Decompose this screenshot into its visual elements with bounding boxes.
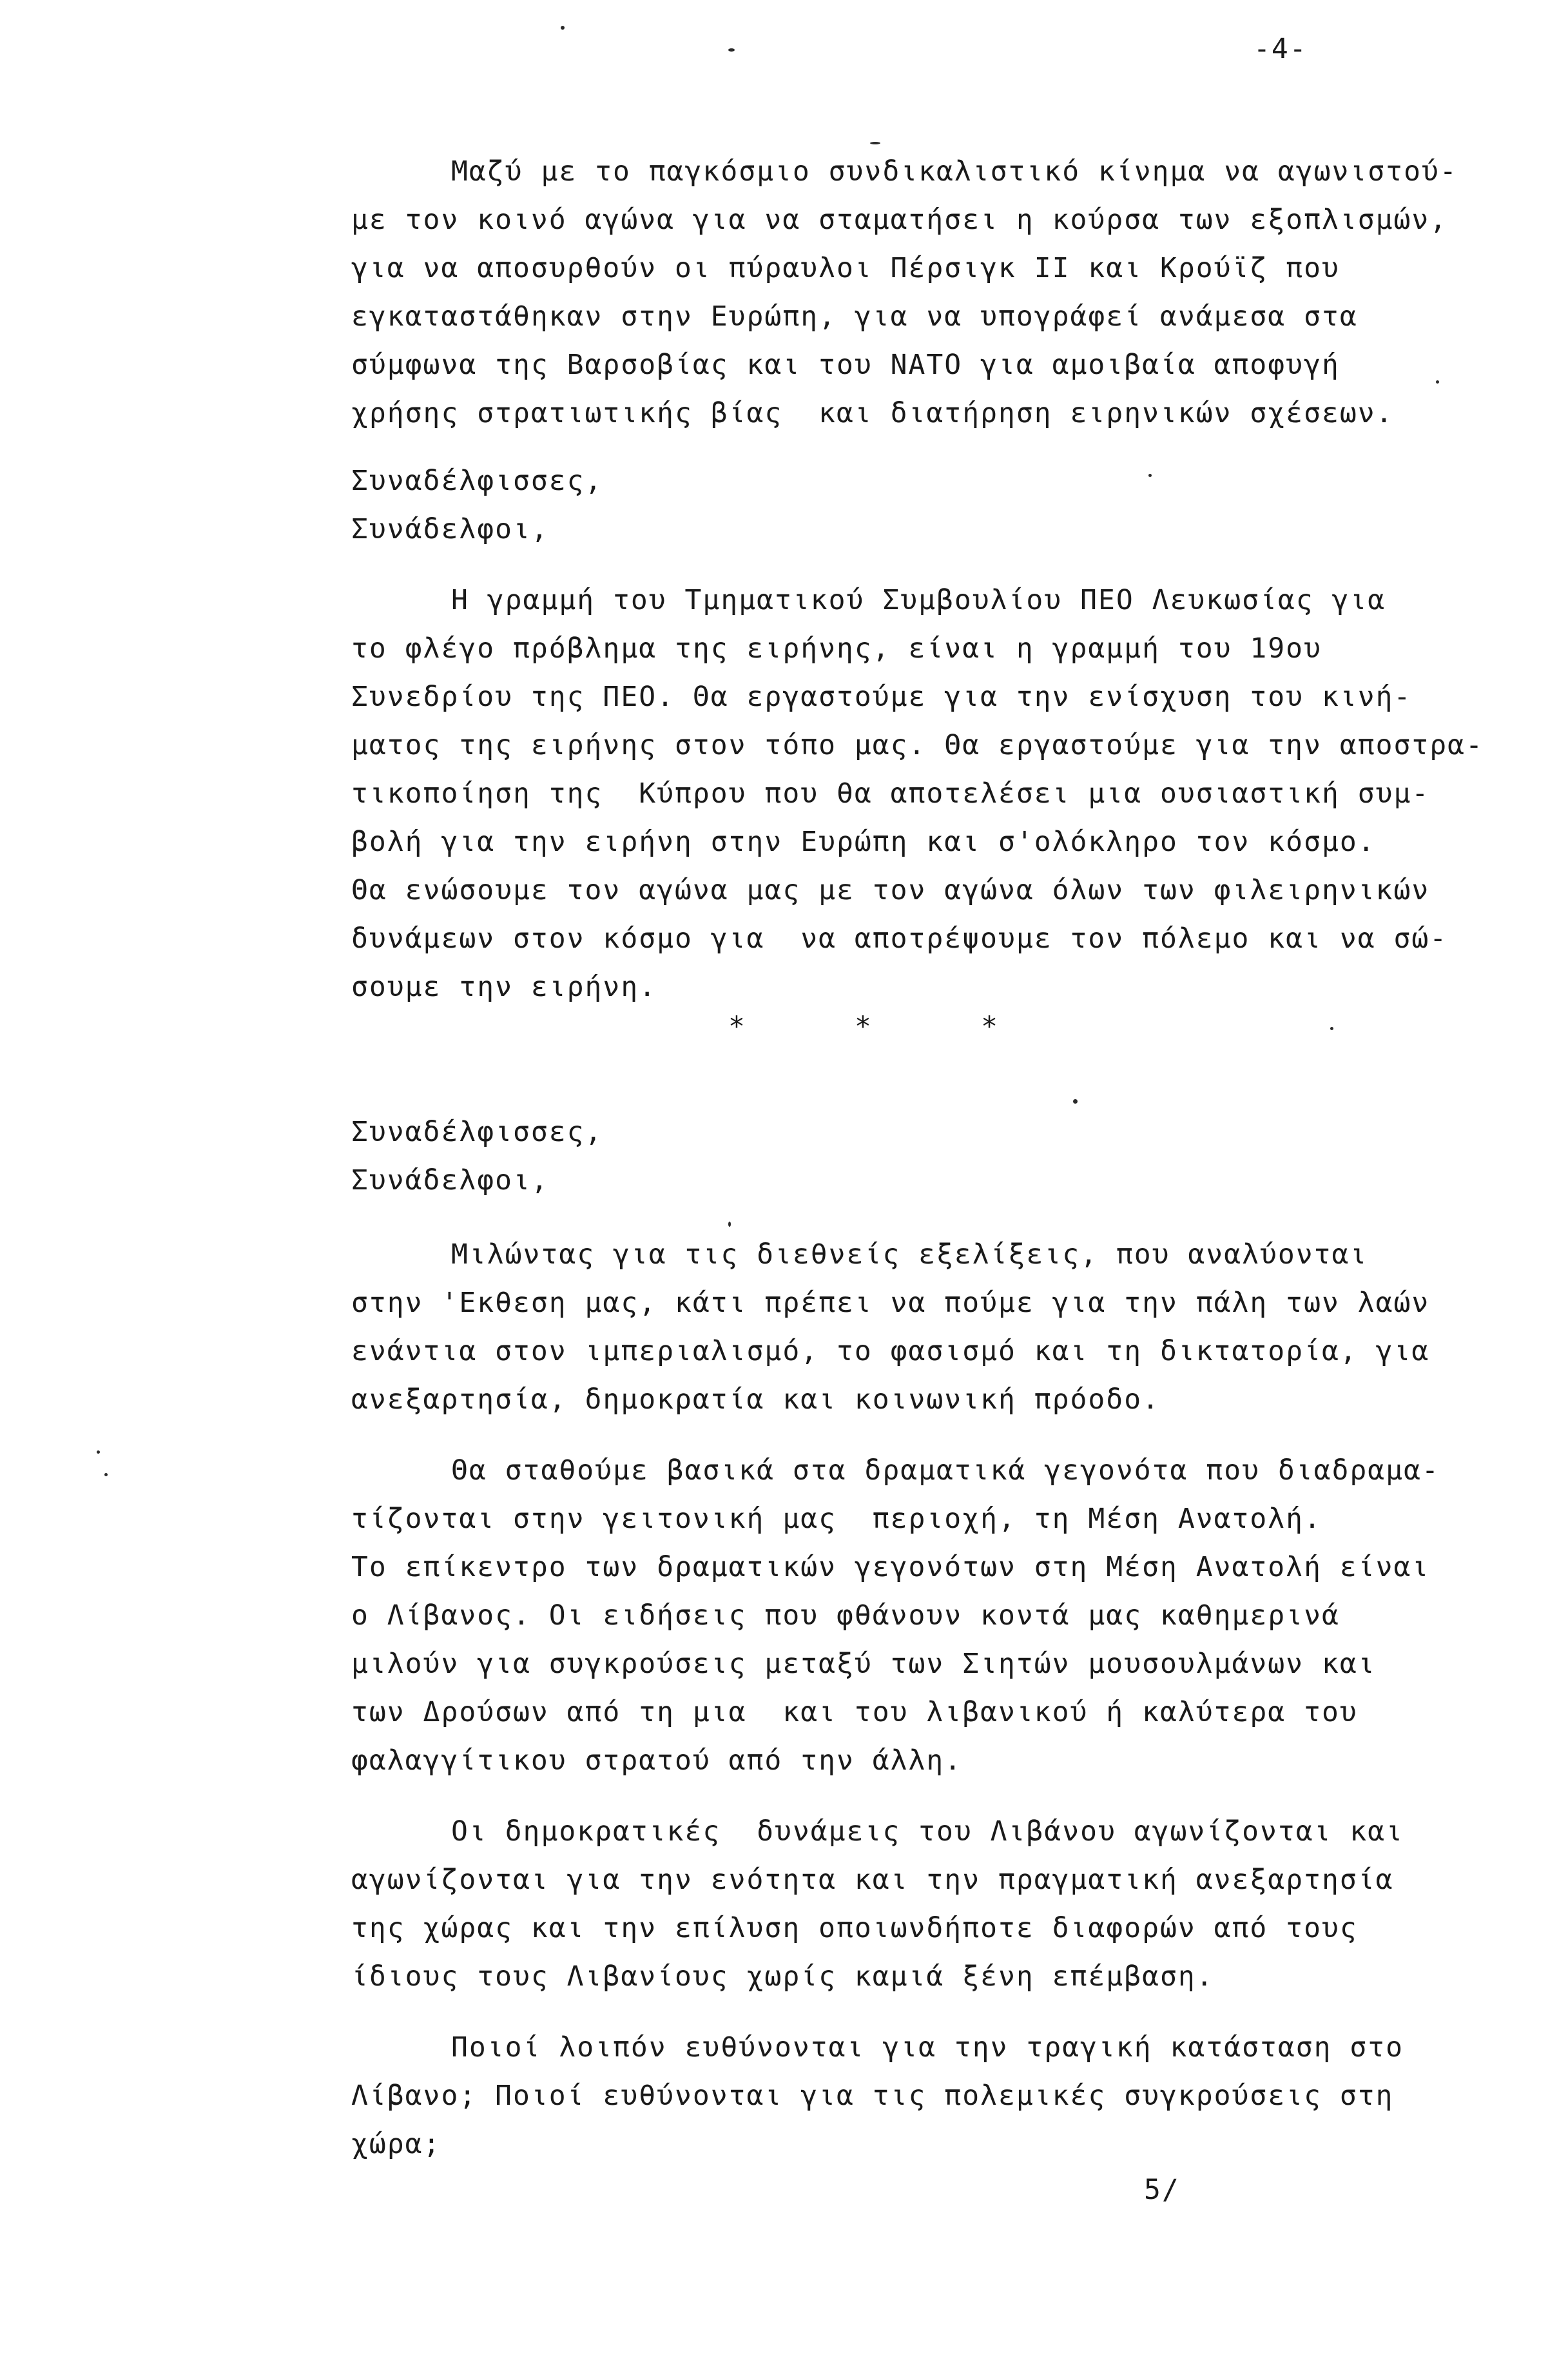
text-line: ανεξαρτησία, δημοκρατία και κοινωνική πρόοδο.: [351, 1383, 1160, 1416]
text-line: τίζονται στην γειτονική μας περιοχή, τη Μέση Ανατολή.: [351, 1503, 1322, 1535]
scan-speck: [728, 1222, 731, 1227]
separator-star: *: [728, 1011, 746, 1043]
scan-speck: [561, 26, 565, 30]
text-line: Μιλώντας για τις διεθνείς εξελίξεις, που αναλύονται: [451, 1238, 1368, 1271]
text-line: Ποιοί λοιπόν ευθύνονται για την τραγική κατάσταση στο: [451, 2031, 1404, 2064]
text-line: χώρα;: [351, 2128, 441, 2160]
text-line: Θα ενώσουμε τον αγώνα μας με τον αγώνα όλων των φιλειρηνικών: [351, 874, 1430, 906]
text-line: Μαζύ με το παγκόσμιο συνδικαλιστικό κίνημα να αγωνιστού-: [451, 155, 1458, 188]
text-line: φαλαγγίτικου στρατού από την άλλη.: [351, 1744, 963, 1777]
scan-speck: [1073, 1099, 1078, 1104]
text-line: για να αποσυρθούν οι πύραυλοι Πέρσιγκ ΙΙ και Κρούϊζ που: [351, 252, 1340, 284]
text-line: ενάντια στον ιμπεριαλισμό, το φασισμό και τη δικτατορία, για: [351, 1335, 1430, 1367]
text-line: σουμε την ειρήνη.: [351, 971, 657, 1003]
text-line: Οι δημοκρατικές δυνάμεις του Λιβάνου αγωνίζονται και: [451, 1815, 1404, 1848]
text-line: σύμφωνα της Βαρσοβίας και του ΝΑΤΟ για αμοιβαία αποφυγή: [351, 349, 1340, 381]
separator-star: *: [981, 1011, 999, 1043]
scan-speck: [1330, 1027, 1333, 1030]
text-line: εγκαταστάθηκαν στην Ευρώπη, για να υπογράφεί ανάμεσα στα: [351, 300, 1358, 333]
text-line: των Δρούσων από τη μια και του λιβανικού ή καλύτερα του: [351, 1696, 1358, 1728]
page-number: -4-: [1253, 33, 1308, 65]
text-line: με τον κοινό αγώνα για να σταματήσει η κούρσα των εξοπλισμών,: [351, 204, 1448, 236]
scan-speck: [728, 48, 735, 52]
salutation-line: Συναδέλφισσες,: [351, 465, 603, 497]
text-line: Η γραμμή του Τμηματικού Συμβουλίου ΠΕΟ Λευκωσίας για: [451, 584, 1386, 616]
text-line: το φλέγο πρόβλημα της ειρήνης, είναι η γραμμή του 19ου: [351, 632, 1322, 665]
continuation-marker: 5/: [1144, 2174, 1180, 2206]
text-line: Συνεδρίου της ΠΕΟ. Θα εργαστούμε για την ενίσχυση του κινή-: [351, 681, 1412, 713]
text-line: ο Λίβανος. Οι ειδήσεις που φθάνουν κοντά μας καθημερινά: [351, 1599, 1340, 1632]
scan-speck: [97, 1450, 100, 1454]
text-line: στην 'Εκθεση μας, κάτι πρέπει να πούμε για την πάλη των λαών: [351, 1287, 1430, 1319]
salutation-line: Συνάδελφοι,: [351, 1164, 549, 1196]
text-line: μιλούν για συγκρούσεις μεταξύ των Σιητών μουσουλμάνων και: [351, 1648, 1376, 1680]
text-line: βολή για την ειρήνη στην Ευρώπη και σ'ολόκληρο τον κόσμο.: [351, 826, 1376, 858]
text-line: Θα σταθούμε βασικά στα δραματικά γεγονότα που διαδραμα-: [451, 1454, 1440, 1487]
text-line: αγωνίζονται για την ενότητα και την πραγματική ανεξαρτησία: [351, 1864, 1394, 1896]
salutation-line: Συνάδελφοι,: [351, 513, 549, 545]
scan-speck: [1148, 474, 1152, 477]
text-line: ματος της ειρήνης στον τόπο μας. Θα εργαστούμε για την αποστρα-: [351, 729, 1484, 761]
scan-speck: [1436, 380, 1439, 384]
scan-speck: [870, 142, 880, 144]
section-separator: [728, 1013, 999, 1041]
separator-star: *: [855, 1011, 873, 1043]
text-line: χρήσης στρατιωτικής βίας και διατήρηση ειρηνικών σχέσεων.: [351, 397, 1394, 429]
text-line: της χώρας και την επίλυση οποιωνδήποτε διαφορών από τους: [351, 1912, 1358, 1944]
text-line: δυνάμεων στον κόσμο για να αποτρέψουμε τον πόλεμο και να σώ-: [351, 922, 1448, 955]
text-line: τικοποίηση της Κύπρου που θα αποτελέσει μια ουσιαστική συμ-: [351, 777, 1430, 810]
scan-speck: [104, 1473, 108, 1476]
text-line: ίδιους τους Λιβανίους χωρίς καμιά ξένη επέμβαση.: [351, 1960, 1214, 1993]
salutation-line: Συναδέλφισσες,: [351, 1116, 603, 1148]
text-line: Το επίκεντρο των δραματικών γεγονότων στη Μέση Ανατολή είναι: [351, 1551, 1430, 1583]
text-line: Λίβανο; Ποιοί ευθύνονται για τις πολεμικές συγκρούσεις στη: [351, 2080, 1394, 2112]
